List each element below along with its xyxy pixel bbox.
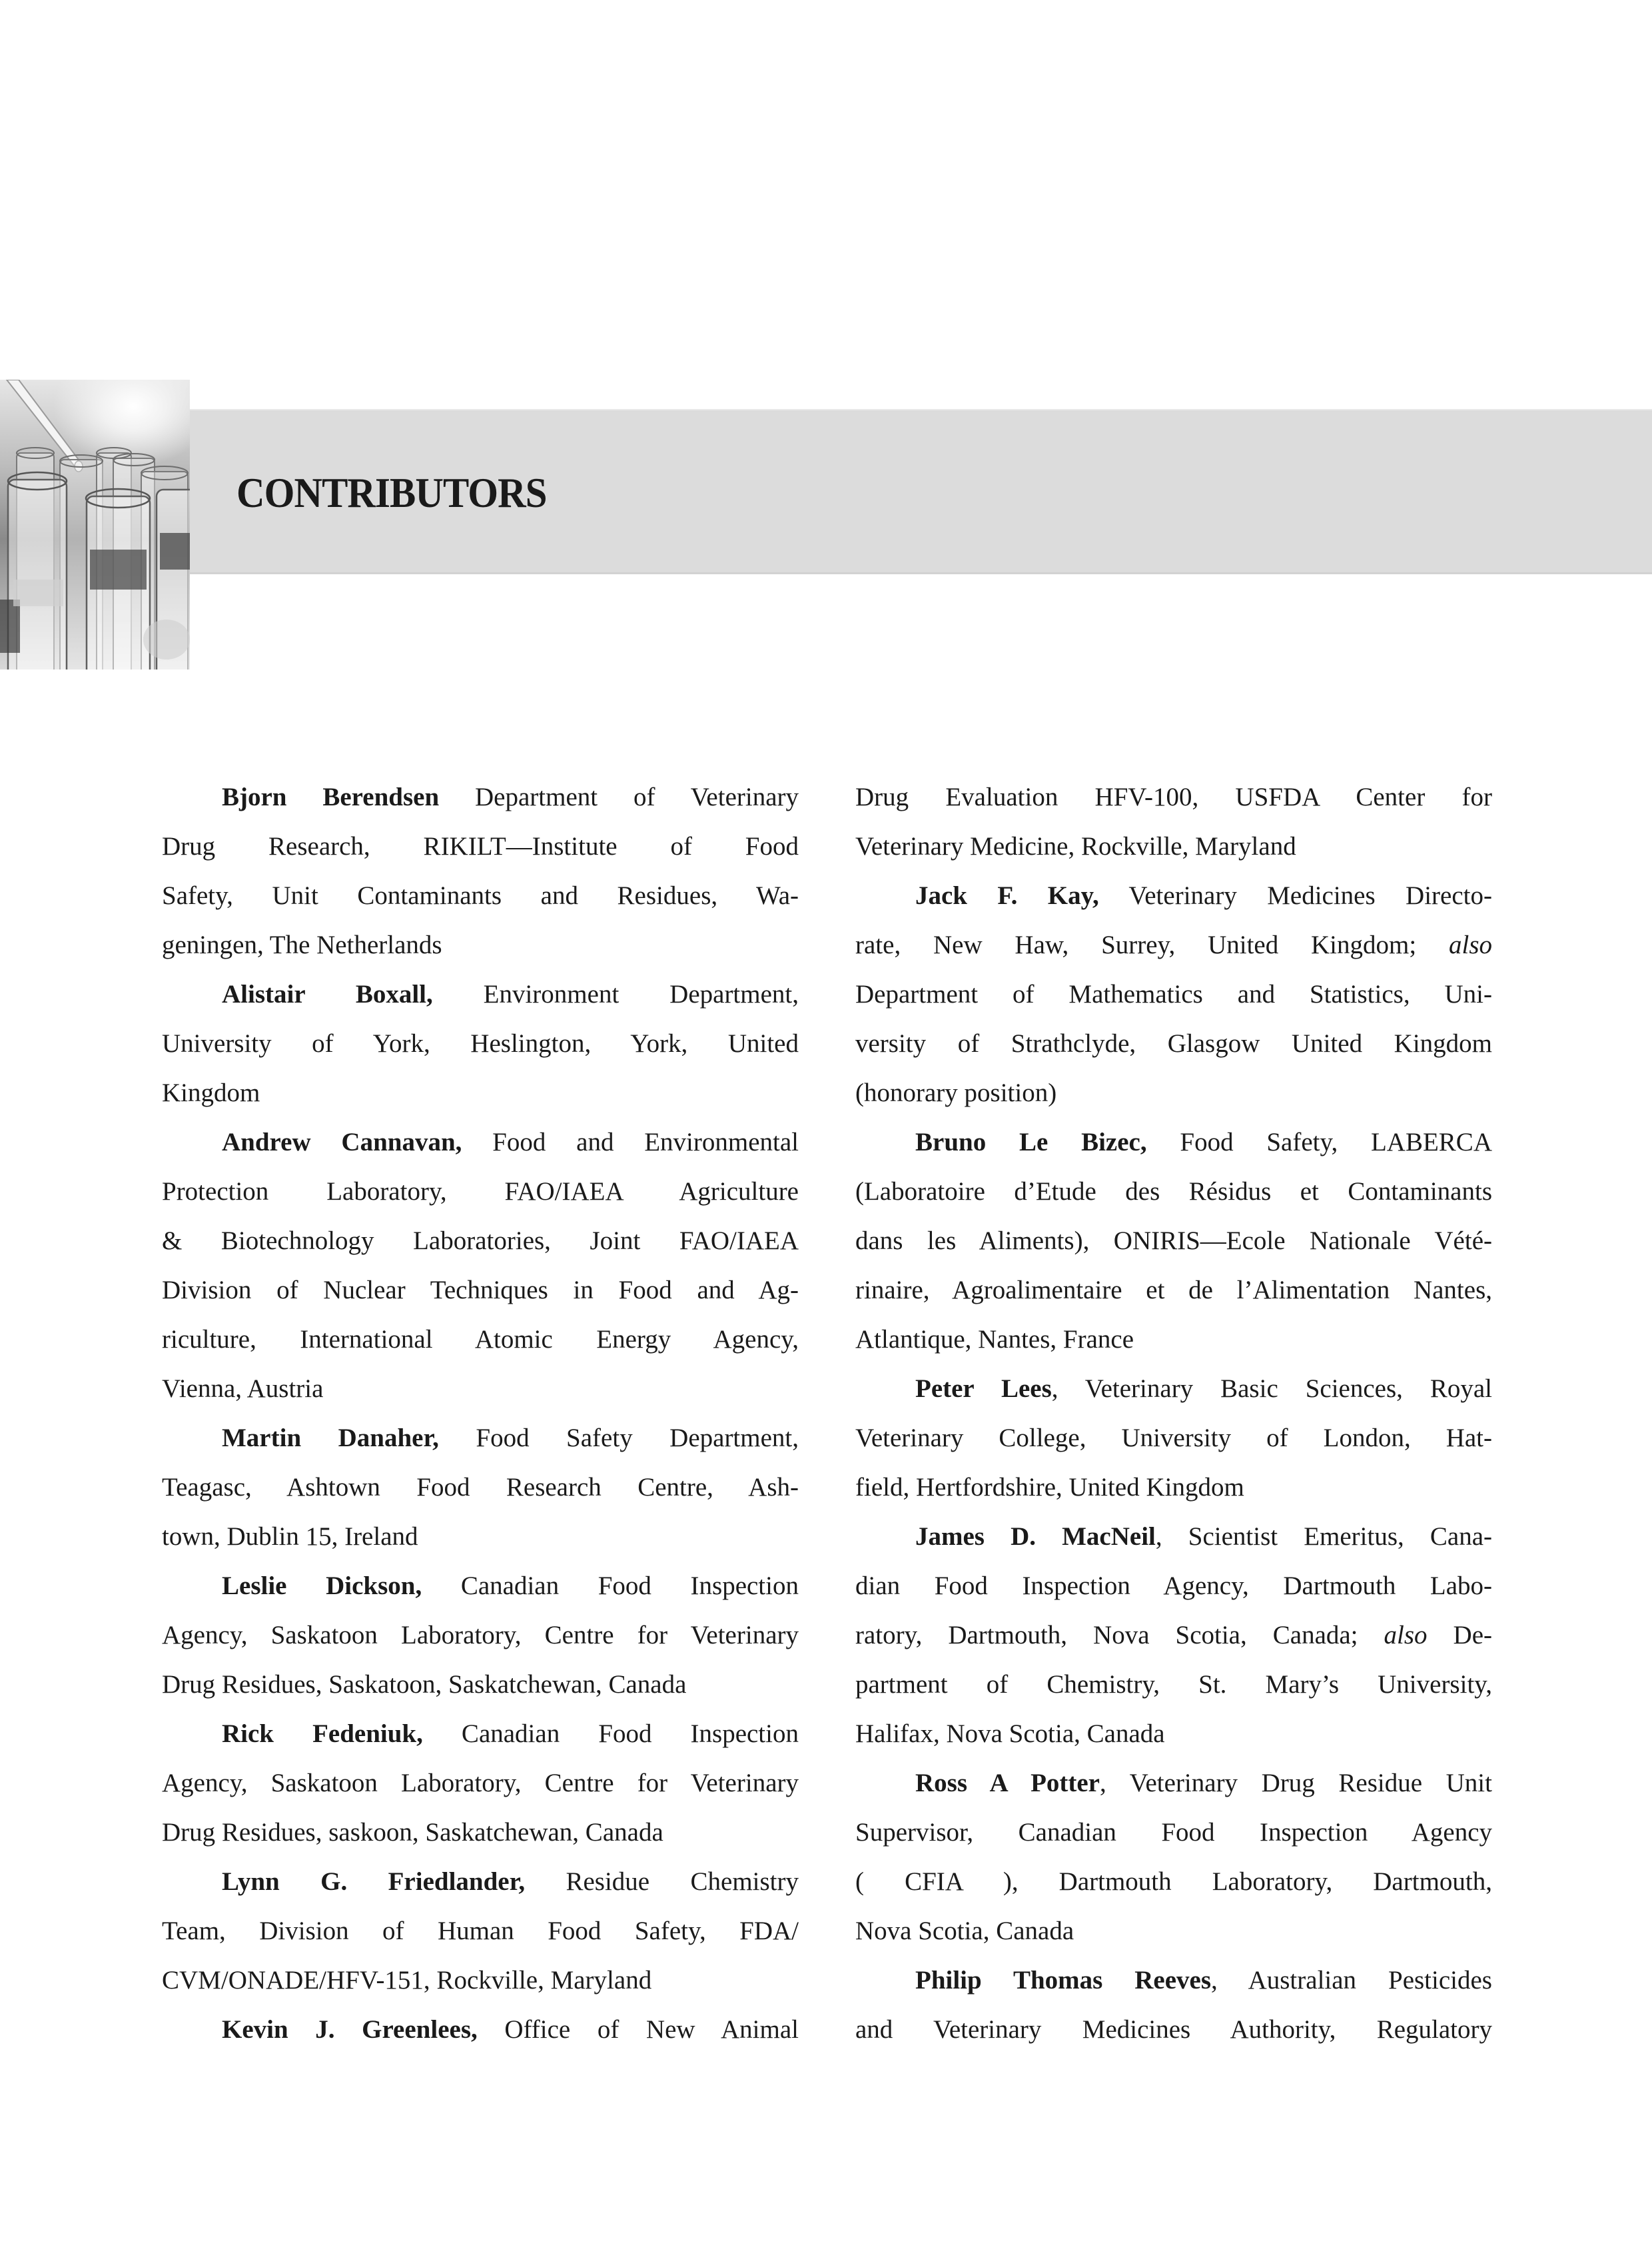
contributor-text-line: [855, 1069, 1492, 1118]
affiliation-text: & Biotechnology Laboratories, Joint FAO/IAEA: [162, 1226, 799, 1255]
contributor-entry-start: [855, 1364, 1492, 1414]
affiliation-text: Supervisor, Canadian Food Inspection Agency: [855, 1818, 1492, 1847]
contributors-column-right: [855, 773, 1492, 2054]
contributor-name: Andrew Cannavan,: [222, 1128, 462, 1156]
contributor-text-line: [855, 2005, 1492, 2054]
contributor-text-line: [855, 1019, 1492, 1069]
contributor-text-line: [855, 1562, 1492, 1611]
contributor-text-line: [855, 1611, 1492, 1660]
contributor-entry-start: [162, 1709, 799, 1759]
contributor-entry-start: [855, 1759, 1492, 1808]
contributor-entry-start: [855, 1512, 1492, 1562]
affiliation-text: dans les Aliments), ONIRIS—Ecole Nationale Vété-: [855, 1226, 1492, 1255]
contributors-column-left: [162, 773, 799, 2054]
page-title: CONTRIBUTORS: [236, 469, 547, 516]
affiliation-text: Halifax, Nova Scotia, Canada: [855, 1719, 1165, 1748]
affiliation-text: Environment Department,: [432, 980, 799, 1009]
contributor-name: Martin Danaher,: [222, 1424, 439, 1452]
affiliation-text: field, Hertfordshire, United Kingdom: [855, 1473, 1244, 1502]
contributor-text-line: [855, 1907, 1492, 1956]
affiliation-text: Food and Environmental: [462, 1128, 799, 1156]
contributor-name: Jack F. Kay,: [915, 881, 1099, 910]
contributor-name: Ross A Potter: [915, 1769, 1100, 1797]
affiliation-text: rate, New Haw, Surrey, United Kingdom;: [855, 931, 1449, 959]
contributor-text-line: [855, 1808, 1492, 1857]
contributor-text-line: [162, 1611, 799, 1660]
italic-also-text: also: [1384, 1621, 1428, 1649]
affiliation-text: geningen, The Netherlands: [162, 931, 442, 959]
affiliation-text: Veterinary Medicine, Rockville, Maryland: [855, 832, 1296, 861]
contributor-text-line: [162, 1069, 799, 1118]
contributor-entry-start: [855, 871, 1492, 921]
contributor-text-line: [162, 1019, 799, 1069]
affiliation-text: Vienna, Austria: [162, 1374, 324, 1403]
contributor-text-line: [855, 921, 1492, 970]
affiliation-text: Agency, Saskatoon Laboratory, Centre for Veterinary: [162, 1621, 799, 1649]
affiliation-text: Drug Residues, Saskatoon, Saskatchewan, Canada: [162, 1670, 687, 1699]
contributor-text-line: [855, 1660, 1492, 1709]
affiliation-text: Office of New Animal: [477, 2015, 799, 2044]
affiliation-text: Nova Scotia, Canada: [855, 1917, 1074, 1945]
contributor-entry-start: [162, 1414, 799, 1463]
affiliation-text: , Scientist Emeritus, Cana-: [1155, 1522, 1492, 1551]
contributor-text-line: [162, 1512, 799, 1562]
contributor-name: Bruno Le Bizec,: [915, 1128, 1147, 1156]
contributor-text-line: [162, 871, 799, 921]
affiliation-text: partment of Chemistry, St. Mary’s University,: [855, 1670, 1492, 1699]
contributor-entry-start: [162, 773, 799, 822]
affiliation-text: Food Safety Department,: [438, 1424, 799, 1452]
affiliation-text: Teagasc, Ashtown Food Research Centre, Ash-: [162, 1473, 799, 1502]
affiliation-text: , Veterinary Basic Sciences, Royal: [1051, 1374, 1492, 1403]
contributor-text-line: [162, 1364, 799, 1414]
contributor-name: Rick Fedeniuk,: [222, 1719, 423, 1748]
contributor-text-line: [855, 1315, 1492, 1364]
contributor-text-line: [162, 1216, 799, 1266]
affiliation-text: ( CFIA ), Dartmouth Laboratory, Dartmouth,: [855, 1867, 1492, 1896]
contributor-text-line: [855, 1857, 1492, 1907]
contributor-text-line: [162, 1660, 799, 1709]
affiliation-text: (honorary position): [855, 1079, 1057, 1107]
affiliation-text: Kingdom: [162, 1079, 260, 1107]
contributor-name: Leslie Dickson,: [222, 1571, 422, 1600]
contributor-name: Philip Thomas Reeves: [915, 1966, 1212, 1995]
contributor-text-line: [162, 1266, 799, 1315]
contributor-text-line: [855, 1709, 1492, 1759]
affiliation-text: Food Safety, LABERCA: [1146, 1128, 1492, 1156]
contributor-text-line: [162, 1463, 799, 1512]
contributor-name: James D. MacNeil: [915, 1522, 1156, 1551]
affiliation-text: Protection Laboratory, FAO/IAEA Agriculture: [162, 1177, 799, 1206]
contributor-text-line: [162, 1759, 799, 1808]
contributor-text-line: [162, 921, 799, 970]
contributor-text-line: [855, 1167, 1492, 1216]
affiliation-text: De-: [1427, 1621, 1492, 1649]
contributor-entry-start: [162, 970, 799, 1019]
affiliation-text: Atlantique, Nantes, France: [855, 1325, 1134, 1354]
affiliation-text: Division of Nuclear Techniques in Food and Ag-: [162, 1276, 799, 1304]
affiliation-text: Canadian Food Inspection: [422, 1571, 799, 1600]
contributor-text-line: [162, 1808, 799, 1857]
affiliation-text: University of York, Heslington, York, United: [162, 1029, 799, 1058]
affiliation-text: Team, Division of Human Food Safety, FDA/: [162, 1917, 799, 1945]
contributor-text-line: [162, 1956, 799, 2005]
affiliation-text: Veterinary College, University of London, Hat-: [855, 1424, 1492, 1452]
contributor-text-line: [855, 1463, 1492, 1512]
contributor-text-line: [162, 822, 799, 871]
affiliation-text: dian Food Inspection Agency, Dartmouth Labo-: [855, 1571, 1492, 1600]
contributor-text-line: [855, 1266, 1492, 1315]
contributor-entry-start: [855, 1118, 1492, 1167]
contributor-name: Lynn G. Friedlander,: [222, 1867, 526, 1896]
test-tubes-photo: [0, 380, 190, 670]
affiliation-text: CVM/ONADE/HFV-151, Rockville, Maryland: [162, 1966, 652, 1995]
affiliation-text: Department of Veterinary: [439, 783, 799, 811]
contributor-text-line: [162, 1167, 799, 1216]
affiliation-text: Canadian Food Inspection: [422, 1719, 799, 1748]
contributor-name: Kevin J. Greenlees,: [222, 2015, 478, 2044]
affiliation-text: Drug Evaluation HFV-100, USFDA Center for: [855, 783, 1492, 811]
affiliation-text: riculture, International Atomic Energy Agency,: [162, 1325, 799, 1354]
affiliation-text: and Veterinary Medicines Authority, Regulatory: [855, 2015, 1492, 2044]
italic-also-text: also: [1448, 931, 1492, 959]
contributor-text-line: [855, 822, 1492, 871]
contributor-name: Alistair Boxall,: [222, 980, 433, 1009]
contributor-text-line: [162, 1315, 799, 1364]
contributor-text-line: [162, 1907, 799, 1956]
contributor-entry-start: [162, 2005, 799, 2054]
affiliation-text: versity of Strathclyde, Glasgow United Kingdom: [855, 1029, 1492, 1058]
contributor-entry-start: [855, 1956, 1492, 2005]
affiliation-text: (Laboratoire d’Etude des Résidus et Contaminants: [855, 1177, 1492, 1206]
contributor-name: Peter Lees: [915, 1374, 1052, 1403]
affiliation-text: Safety, Unit Contaminants and Residues, Wa-: [162, 881, 799, 910]
contributor-text-line: [855, 1414, 1492, 1463]
contributor-text-line: [855, 970, 1492, 1019]
title-banner: [190, 409, 1652, 574]
contributor-text-line: [855, 773, 1492, 822]
affiliation-text: Department of Mathematics and Statistics, Uni-: [855, 980, 1492, 1009]
affiliation-text: Drug Research, RIKILT—Institute of Food: [162, 832, 799, 861]
affiliation-text: ratory, Dartmouth, Nova Scotia, Canada;: [855, 1621, 1384, 1649]
affiliation-text: Agency, Saskatoon Laboratory, Centre for Veterinary: [162, 1769, 799, 1797]
contributor-name: Bjorn Berendsen: [222, 783, 440, 811]
affiliation-text: Drug Residues, saskoon, Saskatchewan, Canada: [162, 1818, 663, 1847]
contributor-entry-start: [162, 1857, 799, 1907]
contributor-entry-start: [162, 1562, 799, 1611]
affiliation-text: Residue Chemistry: [525, 1867, 799, 1896]
affiliation-text: rinaire, Agroalimentaire et de l’Alimentation Nantes,: [855, 1276, 1492, 1304]
affiliation-text: town, Dublin 15, Ireland: [162, 1522, 418, 1551]
affiliation-text: , Australian Pesticides: [1211, 1966, 1492, 1995]
affiliation-text: Veterinary Medicines Directo-: [1098, 881, 1492, 910]
contributor-entry-start: [162, 1118, 799, 1167]
affiliation-text: , Veterinary Drug Residue Unit: [1100, 1769, 1492, 1797]
test-tubes-illustration-icon: [0, 380, 190, 670]
contributor-text-line: [855, 1216, 1492, 1266]
